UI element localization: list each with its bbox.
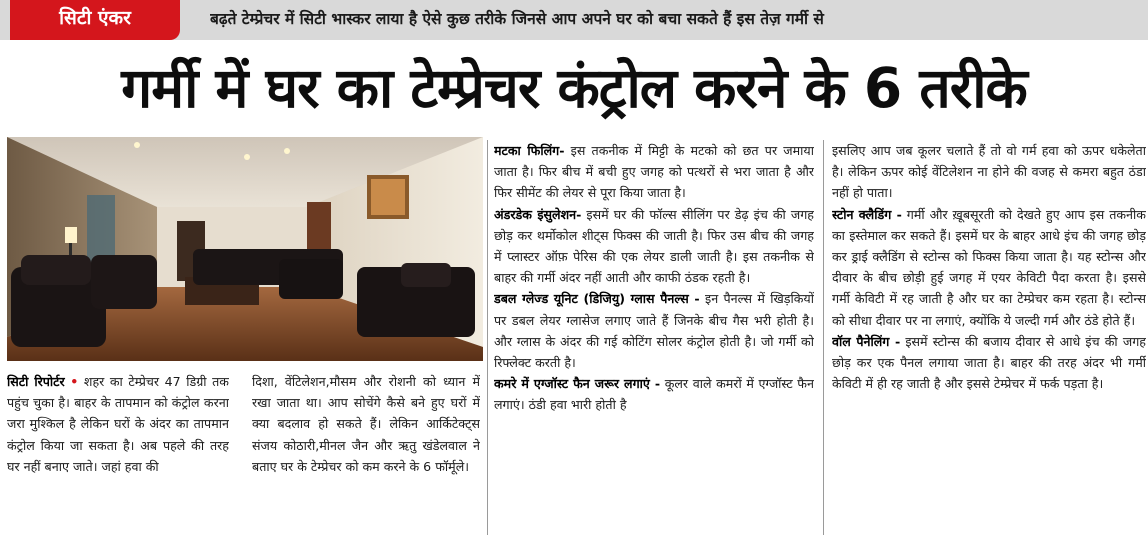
tip-label: मटका फिलिंग- bbox=[494, 143, 565, 158]
article-column-1 bbox=[7, 371, 229, 537]
tip-stone-cladding bbox=[832, 204, 1146, 331]
tip-matka-filling bbox=[494, 140, 814, 204]
article-column-3 bbox=[494, 140, 814, 537]
tip-text: इन पैनल्स में खिड़कियों पर डबल लेयर ग्लासेज लगाए जाते हैं जिनके बीच गैस भरी होती है। और ग्लास के अंदर की गई कोटिंग सोलर कंट्रोल होती है। जो गर्मी को रिफ्लेक्ट करती है। bbox=[494, 291, 814, 371]
byline: सिटी रिपोर्टर bbox=[7, 374, 65, 389]
column-1-text: शहर का टेम्प्रेचर 47 डिग्री तक पहुंच चुका है। बाहर के तापमान को कंट्रोल करना जरा मुश्किल है लेकिन घरों के अंदर का तापमान कंट्रोल किया जा सकता है। अब पहले की तरह घर नहीं बनाए जाते। जहां हवा की bbox=[7, 374, 229, 474]
exhaust-fan-continued: इसलिए आप जब कूलर चलाते हैं तो वो गर्म हवा को ऊपर धकेलेता है। लेकिन ऊपर कोई वेंटिलेशन ना होने की वजह से कमरा बहुत ठंडा नहीं हो पाता। bbox=[832, 143, 1146, 201]
tip-text: इसमें स्टोन्स की बजाय दीवार से आधे इंच की जगह छोड़ कर एक पैनल लगाया जाता है। बाहर की तरह अंदर भी गर्मी केविटी में ही रह जाती है और इससे टेम्प्रेचर में फर्क पड़ता है। bbox=[832, 333, 1146, 392]
tip-label: अंडरडेक इंसुलेशन- bbox=[494, 206, 582, 222]
tip-exhaust-fan bbox=[494, 373, 814, 415]
tip-double-glazed-units bbox=[494, 288, 814, 373]
tip-label: कमरे में एग्जॉस्ट फैन जरूर लगाएं - bbox=[494, 376, 661, 392]
column-rule-2 bbox=[823, 140, 824, 535]
tip-text: इसमें घर की फॉल्स सीलिंग पर डेढ़ इंच की जगह छोड़ कर थर्मोकोल शीट्स फिक्स की जाती है। फिर उस बीच की जगह में प्लास्टर ऑफ़ पेरिस की एक लेयर डाली जाती है। इस तकनीक से बाहर की गर्मी अंदर नहीं आती और काफी ठंडक रहती है। bbox=[494, 206, 814, 286]
tip-wall-paneling bbox=[832, 331, 1146, 395]
section-tag: सिटी एंकर bbox=[10, 0, 180, 40]
column-rule-1 bbox=[487, 140, 488, 535]
headline: गर्मी में घर का टेम्प्रेचर कंट्रोल करने के 6 तरीके bbox=[121, 56, 1027, 120]
byline-dot: • bbox=[70, 374, 79, 389]
tip-label: डबल ग्लेज्ड यूनिट (डिजियु) ग्लास पैनल्स - bbox=[494, 291, 700, 307]
kicker-line: बढ़ते टेम्प्रेचर में सिटी भास्कर लाया है ऐसे कुछ तरीके जिनसे आप अपने घर को बचा सकते हैं इस तेज़ गर्मी से bbox=[210, 10, 824, 28]
column-2-text: दिशा, वेंटिलेशन,मौसम और रोशनी को ध्यान में रखा जाता था। आप सोचेंगे कैसे बने हुए घरों में क्या बदलाव हो सकते हैं। लेकिन आर्किटेक्ट्स संजय कोठारी,मीनल जैन और ऋतु खंडेलवाल ने बताए घर के टेम्प्रेचर को कम करने के 6 फॉर्मूले। bbox=[252, 374, 480, 474]
tip-text: इस तकनीक में मिट्टी के मटको को छत पर जमाया जाता है। फिर बीच में बची हुए जगह को पत्थरों से भरा जाता है और फिर सीमेंट की लेयर से पूरा किया जाता है। bbox=[494, 143, 814, 201]
article-column-2 bbox=[252, 371, 480, 537]
tip-label: स्टोन क्लैडिंग - bbox=[832, 206, 902, 222]
tip-text: गर्मी और ख़ूबसूरती को देखते हुए आप इस तकनीक का इस्तेमाल कर सकते हैं। इसमें घर के बाहर आधे इंच की जगह छोड़ कर ड्राई क्लैडिंग से स्टोन्स को फिक्स किया जाता है। यह स्टोन्स और दीवार के बीच छोड़ी हुई जगह में एयर केविटी पैदा करता है। इससे गर्मी केविटी में रह जाती है और घर का टेम्प्रेचर कम रहता है। स्टोन्स को सीधा दीवार पर ना लगाएं, क्योंकि ये जल्दी गर्म और ठंडे होते हैं। bbox=[832, 206, 1146, 328]
living-room-photo bbox=[7, 137, 483, 361]
tip-label: वॉल पैनेलिंग - bbox=[832, 333, 901, 349]
tip-text: कूलर वाले कमरों में एग्जॉस्ट फैन लगाएं। ठंडी हवा भारी होती है bbox=[494, 376, 814, 413]
article-column-4 bbox=[832, 140, 1146, 537]
tip-underdeck-insulation bbox=[494, 204, 814, 289]
